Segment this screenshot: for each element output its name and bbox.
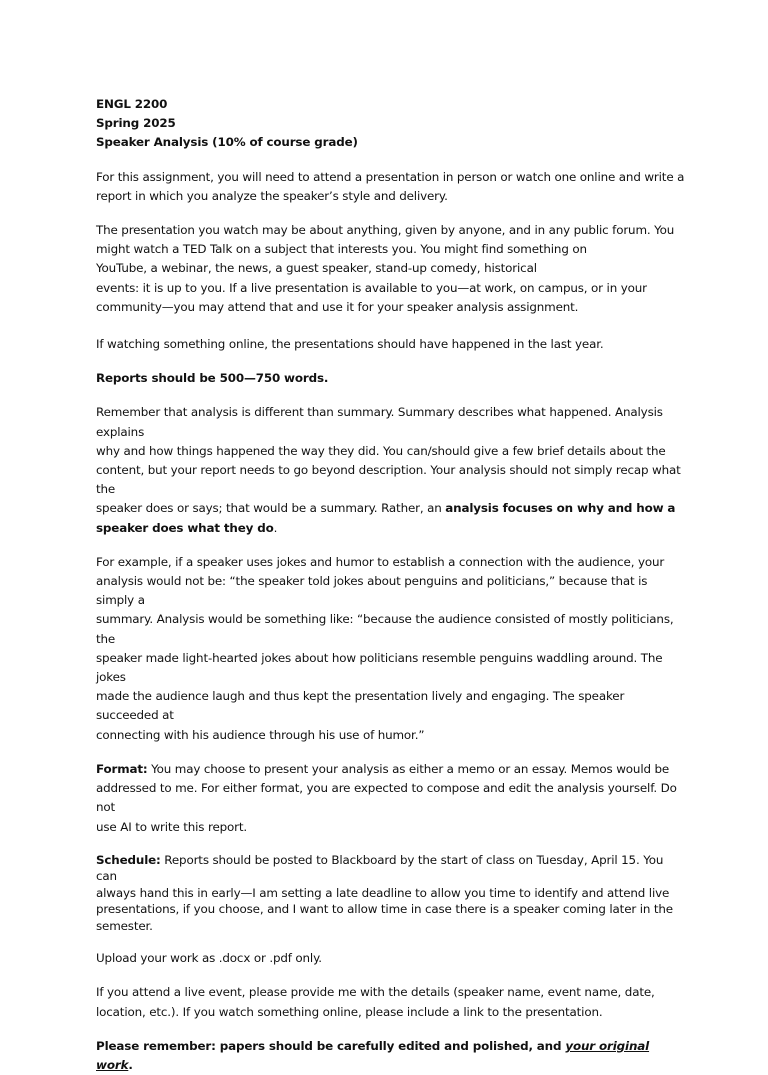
schedule-label: Schedule: xyxy=(96,852,161,867)
example-paragraph: For example, if a speaker uses jokes and humor to establish a connection with the audience, your analysis would not be: “the speaker told jokes about penguins and politicians,” because that is simply a summary. Analysis would be something like: “because the audience consisted of mostly politicians, the speaker made light-hearted jokes about how politicians resemble penguins waddling around. The jokes made the audience laugh and thus kept the presentation lively and engaging. The speaker succeeded at connecting with his audience through his use of humor.” xyxy=(96,554,674,742)
document-header xyxy=(96,95,686,153)
upload-note: Upload your work as .docx or .pdf only. xyxy=(96,951,322,966)
term: Spring 2025 xyxy=(96,116,176,131)
word-count-requirement: Reports should be 500—750 words. xyxy=(96,371,329,386)
assignment-title: Speaker Analysis (10% of course grade) xyxy=(96,135,358,150)
closing-reminder: Please remember: papers should be carefully edited and polished, and your original work. xyxy=(96,1038,650,1073)
intro-paragraph: For this assignment, you will need to attend a presentation in person or watch one online and write a report in which you analyze the speaker’s style and delivery. xyxy=(96,169,685,203)
original-work-emphasis: your original work xyxy=(96,1038,650,1073)
analysis-paragraph: Remember that analysis is different than summary. Summary describes what happened. Analysis explains why and how things happened the way they did. You can/should give a few brief details about the content, but your report needs to go beyond description. Your analysis should not simply recap what the speaker does or says; that would be a summary. Rather, an analysis focuses on why and how a speaker does what they do. xyxy=(96,405,681,535)
live-event-paragraph: If you attend a live event, please provide me with the details (speaker name, event name, date, location, etc.). If you watch something online, please include a link to the presentation. xyxy=(96,985,655,1019)
assignment-document xyxy=(96,95,686,1075)
analysis-emphasis-continued: speaker does what they do xyxy=(96,520,274,535)
course-code: ENGL 2200 xyxy=(96,97,168,111)
presentation-paragraph: The presentation you watch may be about anything, given by anyone, and in any public forum. You might watch a TED Talk on a subject that interests you. You might find something on YouTube, a webinar, the news, a guest speaker, stand-up comedy, historical events: it is up to you. If a live presentation is available to you—at work, on campus, or in your community—you may attend that and use it for your speaker analysis assignment. xyxy=(96,223,675,314)
schedule-paragraph: Schedule: Reports should be posted to Blackboard by the start of class on Tuesday, April 15. You can always hand this in early—I am setting a late deadline to allow you time to identify and attend live presentations, if you choose, and I want to allow time in case there is a speaker coming later in the semester. xyxy=(96,852,673,933)
format-label: Format: xyxy=(96,761,148,776)
analysis-emphasis: analysis focuses on why and how a xyxy=(445,501,676,516)
online-note: If watching something online, the presentations should have happened in the last year. xyxy=(96,337,604,352)
format-paragraph: Format: You may choose to present your analysis as either a memo or an essay. Memos would be addressed to me. For either format, you are expected to compose and edit the analysis yourself. Do not use AI to write this report. xyxy=(96,761,677,834)
